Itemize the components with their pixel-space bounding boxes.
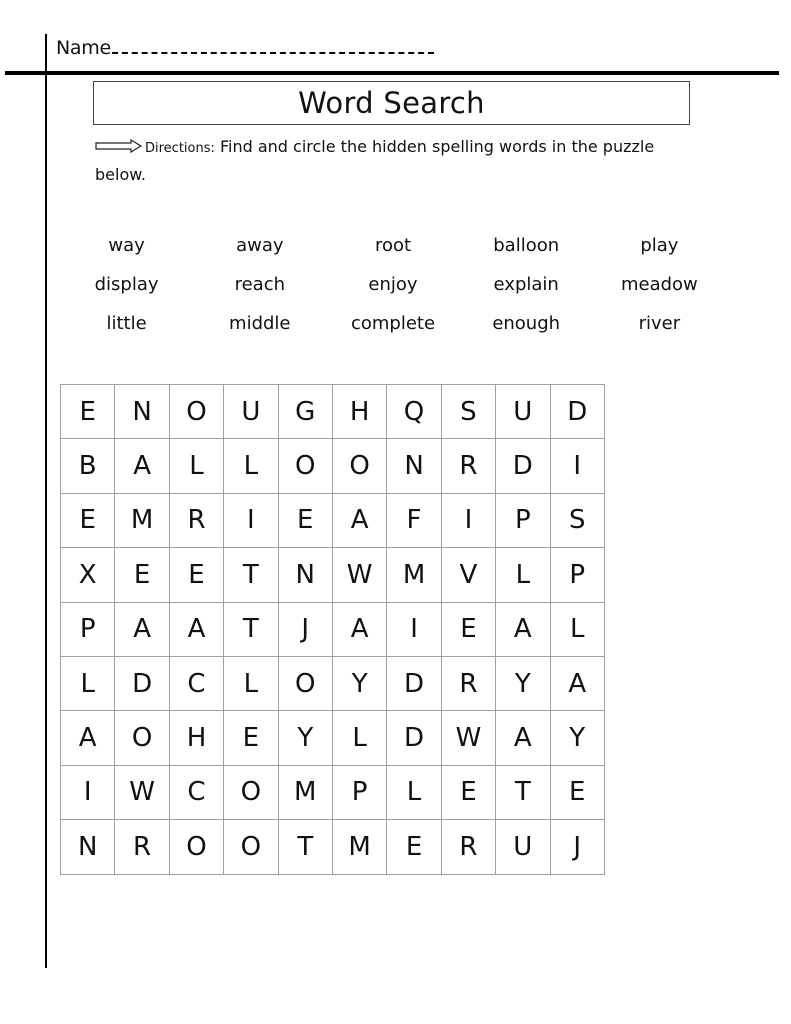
grid-cell[interactable]: I [550, 439, 604, 493]
grid-cell[interactable]: P [496, 493, 550, 547]
grid-row [61, 656, 605, 710]
grid-cell[interactable]: E [278, 493, 332, 547]
grid-cell[interactable]: A [496, 602, 550, 656]
grid-cell[interactable]: E [169, 548, 223, 602]
grid-cell[interactable]: D [496, 439, 550, 493]
word-list-item: complete [350, 313, 436, 334]
grid-cell[interactable]: A [550, 656, 604, 710]
word-list-item: enjoy [368, 274, 418, 295]
grid-cell[interactable]: J [550, 820, 604, 874]
grid-cell[interactable]: I [224, 493, 278, 547]
grid-cell[interactable]: E [61, 493, 115, 547]
word-list-item: explain [493, 274, 559, 295]
grid-cell[interactable]: R [441, 656, 495, 710]
grid-cell[interactable]: M [115, 493, 169, 547]
word-list-item: play [640, 235, 679, 256]
word-list-item: display [94, 274, 159, 295]
grid-cell[interactable]: I [441, 493, 495, 547]
grid-cell[interactable]: A [332, 602, 386, 656]
grid-cell[interactable]: X [61, 548, 115, 602]
grid-cell[interactable]: Y [550, 711, 604, 765]
grid-cell[interactable]: D [115, 656, 169, 710]
grid-cell[interactable]: L [61, 656, 115, 710]
grid-cell[interactable]: N [115, 385, 169, 439]
grid-cell[interactable]: O [278, 439, 332, 493]
grid-cell[interactable]: R [441, 820, 495, 874]
directions-text: Find and circle the hidden spelling words in the puzzle below. [95, 137, 655, 184]
name-field [56, 36, 434, 59]
grid-row [61, 820, 605, 874]
grid-cell[interactable]: Y [278, 711, 332, 765]
name-label: Name [56, 37, 111, 59]
grid-cell[interactable]: L [550, 602, 604, 656]
grid-cell[interactable]: Q [387, 385, 441, 439]
grid-cell[interactable]: U [224, 385, 278, 439]
word-list-item: way [108, 235, 145, 256]
grid-cell[interactable]: U [496, 385, 550, 439]
word-list-item: reach [234, 274, 285, 295]
grid-row [61, 602, 605, 656]
grid-cell[interactable]: T [224, 548, 278, 602]
grid-cell[interactable]: M [387, 548, 441, 602]
grid-cell[interactable]: L [496, 548, 550, 602]
grid-row [61, 548, 605, 602]
grid-cell[interactable]: F [387, 493, 441, 547]
grid-cell[interactable]: A [61, 711, 115, 765]
word-list-item: middle [229, 313, 291, 334]
name-blank-line[interactable] [112, 36, 434, 54]
grid-cell[interactable]: O [169, 385, 223, 439]
word-list-item: river [638, 313, 681, 334]
grid-cell[interactable]: T [496, 765, 550, 819]
grid-cell[interactable]: A [169, 602, 223, 656]
grid-cell[interactable]: N [278, 548, 332, 602]
grid-cell[interactable]: E [441, 765, 495, 819]
grid-cell[interactable]: S [441, 385, 495, 439]
grid-cell[interactable]: O [224, 765, 278, 819]
word-list-item: root [374, 235, 412, 256]
grid-cell[interactable]: P [550, 548, 604, 602]
grid-cell[interactable]: N [61, 820, 115, 874]
grid-cell[interactable]: A [496, 711, 550, 765]
grid-cell[interactable]: R [115, 820, 169, 874]
grid-cell[interactable]: D [550, 385, 604, 439]
grid-cell[interactable]: E [441, 602, 495, 656]
grid-cell[interactable]: L [224, 439, 278, 493]
page-title: Word Search [298, 86, 485, 120]
grid-cell[interactable]: U [496, 820, 550, 874]
grid-cell[interactable]: D [387, 711, 441, 765]
grid-row [61, 765, 605, 819]
grid-row [61, 439, 605, 493]
header-horizontal-rule [5, 71, 779, 75]
grid-cell[interactable]: O [115, 711, 169, 765]
directions [95, 134, 705, 188]
grid-cell[interactable]: I [61, 765, 115, 819]
grid-row [61, 385, 605, 439]
grid-cell[interactable]: H [169, 711, 223, 765]
grid-cell[interactable]: M [278, 765, 332, 819]
grid-cell[interactable]: L [169, 439, 223, 493]
grid-cell[interactable]: M [332, 820, 386, 874]
grid-cell[interactable]: E [61, 385, 115, 439]
word-list [60, 232, 726, 337]
grid-cell[interactable]: R [441, 439, 495, 493]
grid-cell[interactable]: E [115, 548, 169, 602]
grid-row [61, 493, 605, 547]
grid-cell[interactable]: E [224, 711, 278, 765]
grid-cell[interactable]: W [441, 711, 495, 765]
grid-cell[interactable]: G [278, 385, 332, 439]
grid-cell[interactable]: O [278, 656, 332, 710]
grid-cell[interactable]: W [332, 548, 386, 602]
grid-cell[interactable]: L [387, 765, 441, 819]
grid-cell[interactable]: I [387, 602, 441, 656]
word-list-item: balloon [493, 235, 560, 256]
grid-cell[interactable]: O [169, 820, 223, 874]
grid-cell[interactable]: A [115, 602, 169, 656]
word-list-item: little [106, 313, 147, 334]
grid-cell[interactable]: D [387, 656, 441, 710]
grid-cell[interactable]: P [332, 765, 386, 819]
grid-cell[interactable]: A [115, 439, 169, 493]
grid-cell[interactable]: P [61, 602, 115, 656]
word-list-item: meadow [620, 274, 698, 295]
grid-cell[interactable]: Y [332, 656, 386, 710]
grid-cell[interactable]: J [278, 602, 332, 656]
grid-cell[interactable]: O [224, 820, 278, 874]
grid-cell[interactable]: C [169, 656, 223, 710]
grid-cell[interactable]: S [550, 493, 604, 547]
grid-cell[interactable]: R [169, 493, 223, 547]
grid-cell[interactable]: T [278, 820, 332, 874]
grid-cell[interactable]: B [61, 439, 115, 493]
grid-cell[interactable]: V [441, 548, 495, 602]
grid-cell[interactable]: E [550, 765, 604, 819]
grid-cell[interactable]: O [332, 439, 386, 493]
grid-cell[interactable]: T [224, 602, 278, 656]
word-search-grid [60, 384, 605, 875]
grid-cell[interactable]: E [387, 820, 441, 874]
arrow-right-outline-icon [95, 135, 143, 161]
grid-cell[interactable]: W [115, 765, 169, 819]
grid-cell[interactable]: A [332, 493, 386, 547]
margin-vertical-rule [45, 34, 47, 968]
grid-cell[interactable]: C [169, 765, 223, 819]
grid-cell[interactable]: L [224, 656, 278, 710]
grid-cell[interactable]: L [332, 711, 386, 765]
title-box [93, 81, 690, 125]
word-list-item: enough [492, 313, 561, 334]
grid-cell[interactable]: N [387, 439, 441, 493]
directions-label: Directions: [145, 141, 215, 156]
grid-cell[interactable]: H [332, 385, 386, 439]
grid-row [61, 711, 605, 765]
grid-cell[interactable]: Y [496, 656, 550, 710]
word-list-item: away [236, 235, 284, 256]
